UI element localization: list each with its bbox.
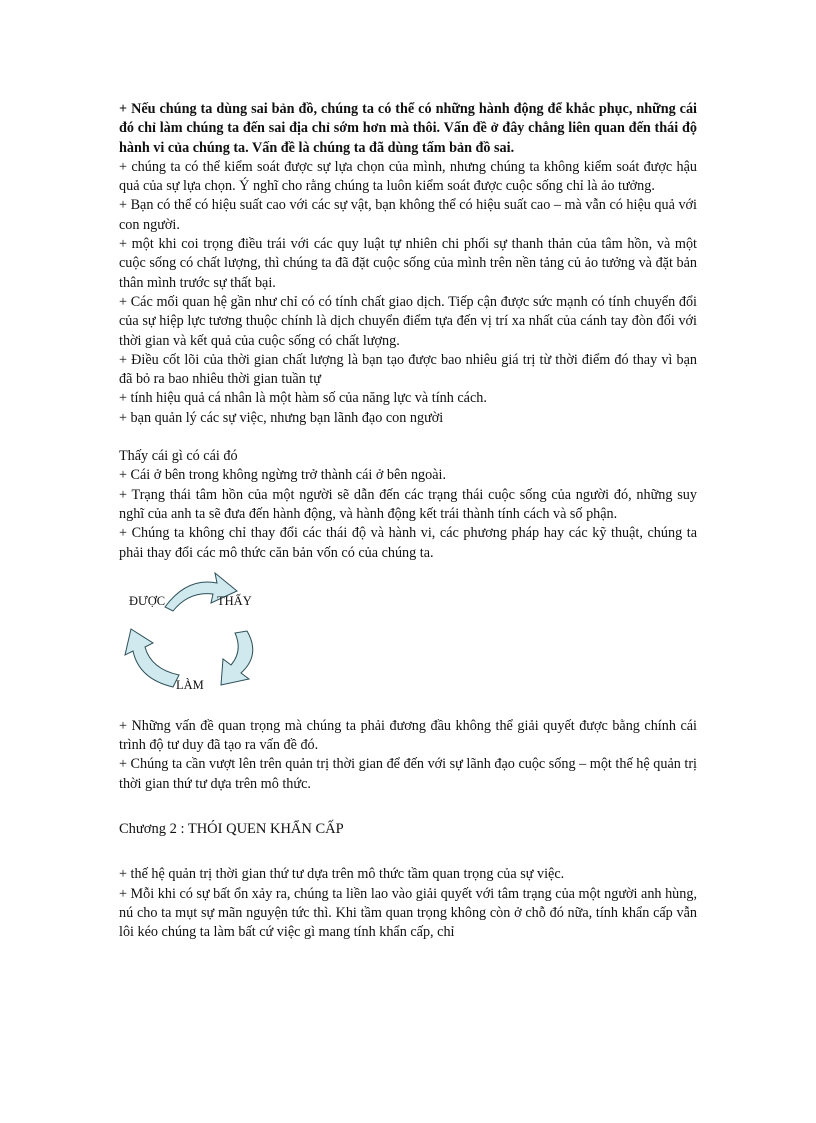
spacer — [119, 794, 697, 820]
section4-paragraph: + thế hệ quản trị thời gian thứ tư dựa trên mô thức tầm quan trọng của sự việc. — [119, 866, 565, 883]
section1-paragraph: + chúng ta có thể kiểm soát được sự lựa chọn của mình, nhưng chúng ta không kiểm soát được hậu quả của sự lựa chọn. Ý nghĩ cho rằng chúng ta luôn kiểm soát được cuộc sống chỉ là ảo tưởng. — [119, 158, 697, 195]
section1-paragraph: + Các mối quan hệ gần như chỉ có có tính chất giao dịch. Tiếp cận được sức mạnh có tính chuyển đổi của sự hiệp lực tương thuộc chính là dịch chuyển điểm tựa đến vị trí xa nhất của cánh tay đòn đối với thời gian và kết quả của cuộc sống có chất lượng. — [119, 293, 697, 349]
label-duoc: ĐƯỢC — [129, 593, 166, 608]
arrow-thay-to-lam-icon — [221, 631, 253, 685]
section3-paragraph: + Chúng ta cần vượt lên trên quản trị thời gian để đến với sự lãnh đạo cuộc sống – một thế hệ quản trị thời gian thứ tư dựa trên mô thức. — [119, 756, 697, 792]
label-lam: LÀM — [176, 677, 204, 692]
section3-paragraph: + Những vấn đề quan trọng mà chúng ta phải đương đầu không thể giải quyết được bằng chính cái trình độ tư duy đã tạo ra vấn đề đó. — [119, 717, 697, 754]
blank-line — [119, 428, 697, 447]
section1-paragraph: + tính hiệu quả cá nhân là một hàm số của năng lực và tính cách. — [119, 390, 487, 407]
see-do-get-cycle-diagram — [119, 569, 697, 709]
document-page — [119, 100, 697, 943]
section1-paragraph: + Điều cốt lõi của thời gian chất lượng là bạn tạo được bao nhiêu giá trị từ thời điểm đó thay vì bạn đã bỏ ra bao nhiêu thời gian tuần tự — [119, 351, 697, 388]
arrow-lam-to-duoc-icon — [125, 629, 179, 687]
section2-title: Thấy cái gì có cái đó — [119, 448, 238, 465]
cycle-arrows — [119, 569, 319, 709]
section1-paragraph: + Bạn có thể có hiệu suất cao với các sự vật, bạn không thể có hiệu suất cao – mà vẫn có hiệu quả với con người. — [119, 197, 697, 233]
section1-paragraph: + bạn quản lý các sự việc, nhưng bạn lãnh đạo con người — [119, 409, 444, 426]
section2-paragraph: + Trạng thái tâm hồn của một người sẽ dẫn đến các trạng thái cuộc sống của người đó, những suy nghĩ của anh ta sẽ đưa đến hành động, và hành động kết trái thành tính cách và số phận. — [119, 486, 697, 522]
section1-paragraph: + một khi coi trọng điều trái với các quy luật tự nhiên chi phối sự thanh thản của tâm hồn, và một cuộc sống có chất lượng, thì chúng ta đã đặt cuộc sống của mình trên nền tảng củ ảo tưởng và đặt bản thân mình trước sự thất bại. — [119, 236, 697, 291]
intro-bold-paragraph: + Nếu chúng ta dùng sai bản đồ, chúng ta có thể có những hành động để khắc phục, những cái đó chỉ làm chúng ta đến sai địa chỉ sớm hơn mà thôi. Vấn đề ở đây chẳng liên quan đến thái độ hành vi của chúng ta. Vấn đề là chúng ta đã dùng tấm bản đồ sai. — [119, 101, 697, 156]
chapter-heading: Chương 2 : THÓI QUEN KHẨN CẤP — [119, 821, 344, 838]
section2-paragraph: + Cái ở bên trong không ngừng trở thành cái ở bên ngoài. — [119, 467, 447, 484]
label-thay: THẤY — [217, 593, 252, 608]
section4-paragraph: + Mỗi khi có sự bất ổn xảy ra, chúng ta liền lao vào giải quyết với tâm trạng của một người anh hùng, nú cho ta mụt sự mãn nguyện tức thì. Khi tầm quan trọng không còn ở chỗ đó nữa, tính khẩn cấp vẫn lôi kéo chúng ta làm bất cứ việc gì mang tính khẩn cấp, chỉ — [119, 885, 697, 941]
section2-paragraph: + Chúng ta không chỉ thay đổi các thái độ và hành vi, các phương pháp hay các kỹ thuật, chúng ta phải thay đổi các mô thức căn bản vốn có của chúng ta. — [119, 525, 697, 561]
spacer — [119, 839, 697, 865]
